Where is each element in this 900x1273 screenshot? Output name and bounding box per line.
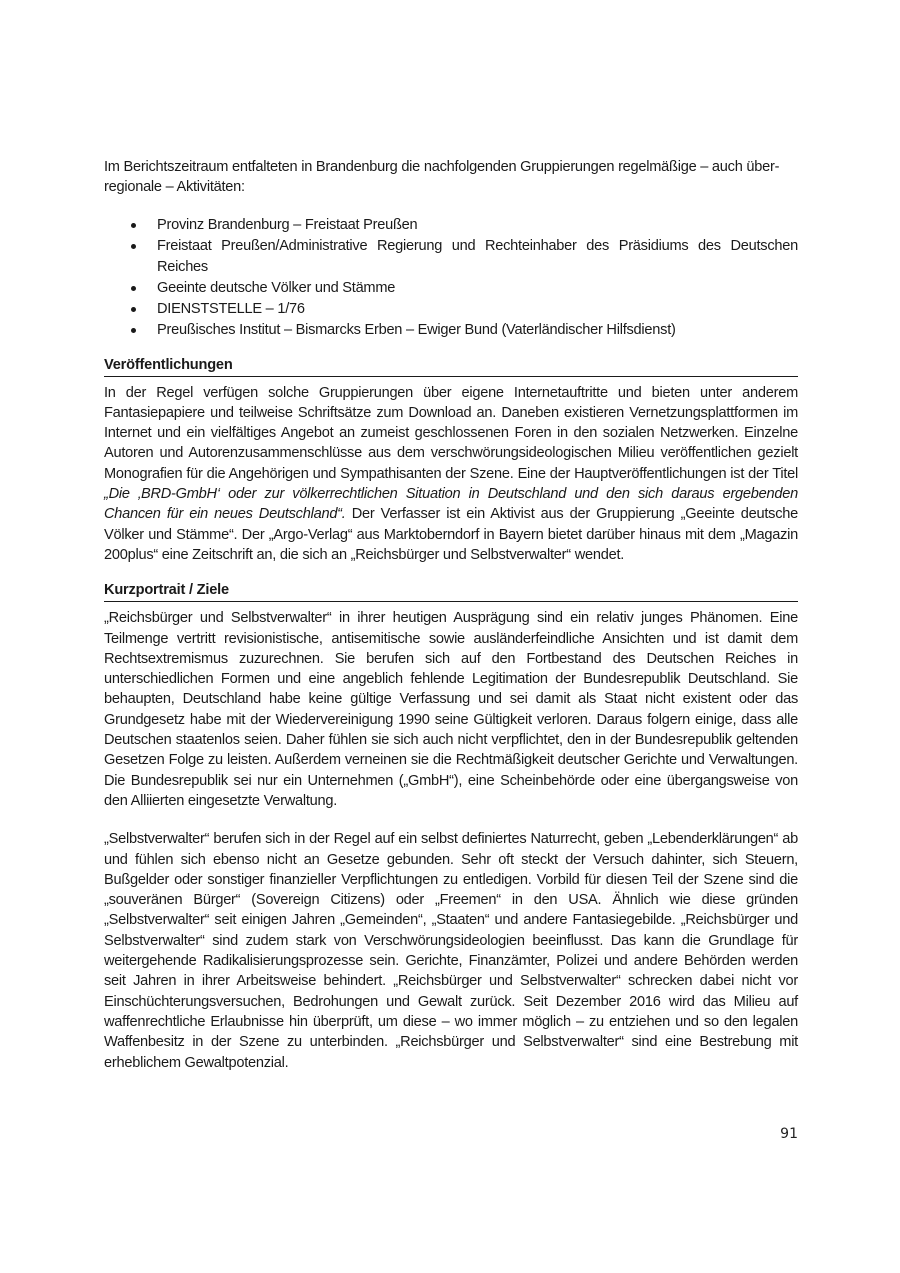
list-item-text: DIENSTSTELLE – 1/76 xyxy=(157,300,305,317)
bullet-icon xyxy=(131,223,136,228)
document-page xyxy=(104,157,798,1073)
publications-text: In der Regel verfügen solche Gruppierungen über eigene Internetauftritte und bieten unter anderem Fantasiepapiere und teilweise Schriftsätze zum Download an. Daneben existieren Vernetzungsplattformen im Internet und ein vielfältiges Angebot an zumeist geschlossenen Foren in den sozialen Netzwerken. Einzelne Autoren und Autorenzusammenschlüsse aus dem verschwörungsideologischen Milieu veröffentlichen gezielt Monografien für die Angehörigen und Sympathisanten der Szene. Eine der Hauptveröffentlichungen ist der Titel xyxy=(104,384,798,482)
section-heading-profile: Kurzportrait / Ziele xyxy=(104,580,798,602)
intro-paragraph: Im Berichtszeitraum entfalteten in Brandenburg die nachfolgenden Gruppierungen regelmäßige – auch über-regionale – Aktivitäten: xyxy=(104,159,780,196)
list-item-text: Freistaat Preußen/Administrative Regierung und Rechteinhaber des Präsidiums des Deutschen Reiches xyxy=(157,237,798,275)
list-item-text: Preußisches Institut – Bismarcks Erben – Ewiger Bund (Vaterländischer Hilfsdienst) xyxy=(157,321,676,338)
section-heading-publications: Veröffentlichungen xyxy=(104,355,798,377)
profile-paragraph: „Reichsbürger und Selbstverwalter“ in ihrer heutigen Ausprägung sind ein relativ junges Phänomen. Eine Teilmenge vertritt revisionistische, antisemitische sowie ausländerfeindliche Ansichten und ist damit dem Rechtsextremismus zuzurechnen. Sie berufen sich auf den Fortbestand des Deutschen Reiches in unterschiedlichen Formen und eine angeblich fehlende Legitimation der Bundesrepublik Deutschland. Sie behaupten, Deutschland habe keine gültige Verfassung und sei damit als Staat nicht existent oder das Grundgesetz habe mit der Wiedervereinigung 1990 seine Gültigkeit verloren. Daraus folgern einige, dass alle Deutschen staatenlos seien. Daher fühlen sie sich auch nicht verpflichtet, den in der Bundesrepublik geltenden Gesetzen Folge zu leisten. Außerdem verneinen sie die Rechtmäßigkeit deutscher Gerichte und Verwaltungen. Die Bundesrepublik sei nur ein Unternehmen („GmbH“), eine Scheinbehörde oder eine übergangsweise von den Alliierten eingesetzte Verwaltung. xyxy=(104,610,798,809)
list-item xyxy=(104,278,798,299)
list-item-text: Geeinte deutsche Völker und Stämme xyxy=(157,279,396,296)
page-number: 91 xyxy=(780,1126,798,1142)
bullet-icon xyxy=(131,286,136,291)
bullet-icon xyxy=(131,244,136,249)
book-title: „Die ‚BRD-GmbH‘ oder zur völkerrechtlichen Situation in Deutschland und den sich daraus ergebenden Chancen für ein neues Deutschland“. xyxy=(104,486,798,523)
group-list xyxy=(104,215,798,341)
bullet-icon xyxy=(131,307,136,312)
publications-text-continued: Der Verfasser ist ein Aktivist aus der Gruppierung „Geeinte deutsche Völker und Stämme“. Der „Argo-Verlag“ aus Marktoberndorf in Bayern bietet darüber hinaus mit dem „Magazin 200plus“ eine Zeitschrift an, die sich an „Reichsbürger und Selbstverwalter“ wendet. xyxy=(104,506,798,563)
list-item xyxy=(104,215,798,236)
bullet-icon xyxy=(131,328,136,333)
list-item xyxy=(104,236,798,278)
publications-paragraph xyxy=(104,383,798,566)
list-item xyxy=(104,299,798,320)
profile-paragraph: „Selbstverwalter“ berufen sich in der Regel auf ein selbst definiertes Naturrecht, geben „Lebenderklärungen“ ab und fühlen sich ebenso nicht an Gesetze gebunden. Sehr oft steckt der Versuch dahinter, sich Steuern, Bußgelder oder sonstiger finanzieller Verpflichtungen zu entledigen. Vorbild für diesen Teil der Szene sind die „souveränen Bürger“ (Sovereign Citizens) oder „Freemen“ in den USA. Ähnlich wie diese gründen „Selbstverwalter“ seit einigen Jahren „Gemeinden“, „Staaten“ und andere Fantasiegebilde. „Reichsbürger und Selbstverwalter“ sind zudem stark von Verschwörungsideologien beeinflusst. Das kann die Grundlage für weitergehende Radikalisierungsprozesse sein. Gerichte, Finanzämter, Polizei und andere Behörden werden seit Jahren in ihrer Arbeitsweise behindert. „Reichsbürger und Selbstverwalter“ schrecken dabei nicht vor Einschüchterungsversuchen, Bedrohungen und Gewalt zurück. Seit Dezember 2016 wird das Milieu auf waffenrechtliche Erlaubnisse hin überprüft, um diese – wo immer möglich – zu entziehen und so den legalen Waffenbesitz in der Szene zu unterbinden. „Reichsbürger und Selbstverwalter“ sind eine Bestrebung mit erheblichem Gewaltpotenzial. xyxy=(104,831,798,1071)
list-item-text: Provinz Brandenburg – Freistaat Preußen xyxy=(157,216,418,233)
list-item xyxy=(104,320,798,341)
